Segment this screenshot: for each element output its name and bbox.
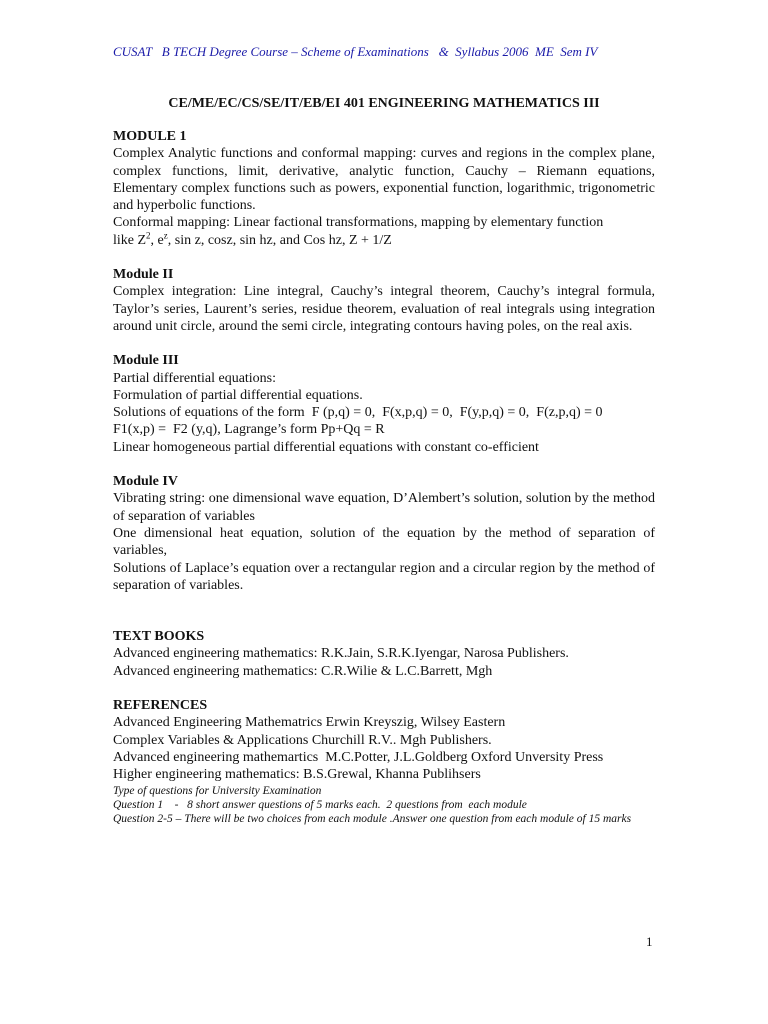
module-4-paragraph-1: Vibrating string: one dimensional wave equation, D’Alembert’s solution, solution by the method of separation of variables bbox=[113, 491, 655, 524]
text-books-heading: TEXT BOOKS bbox=[113, 629, 205, 645]
text-book-item: Advanced engineering mathematics: C.R.Wilie & L.C.Barrett, Mgh bbox=[113, 663, 493, 679]
module-4-paragraph-2: One dimensional heat equation, solution of the equation by the method of separation of variables, bbox=[113, 525, 655, 559]
module-3-heading: Module III bbox=[113, 353, 179, 369]
exam-question-2-5-note: Question 2-5 – There will be two choices from each module .Answer one question from each module of 15 marks bbox=[113, 812, 632, 825]
syllabus-body bbox=[113, 128, 655, 826]
exam-type-note: Type of questions for University Examination bbox=[113, 784, 322, 797]
module-1-heading: MODULE 1 bbox=[113, 129, 187, 144]
functions-rest-text: , sin z, cosz, sin hz, and Cos hz, Z + 1/Z bbox=[167, 232, 392, 248]
module-3-line-2: Formulation of partial differential equations. bbox=[113, 387, 363, 403]
module-3-line-4: F1(x,p) = F2 (y,q), Lagrange’s form Pp+Qq = R bbox=[113, 422, 385, 438]
module-1-mapping-line: Conformal mapping: Linear factional transformations, mapping by elementary function bbox=[113, 215, 604, 231]
module-2-heading: Module II bbox=[113, 267, 174, 283]
superscript-z: z bbox=[163, 230, 168, 241]
module-4-heading: Module IV bbox=[113, 474, 178, 490]
module-1-paragraph-2 bbox=[113, 214, 655, 231]
running-header: CUSAT B TECH Degree Course – Scheme of Examinations & Syllabus 2006 ME Sem IV bbox=[113, 44, 598, 59]
course-title: CE/ME/EC/CS/SE/IT/EB/EI 401 ENGINEERING MATHEMATICS III bbox=[168, 96, 600, 111]
module-3-line-5: Linear homogeneous partial differential equations with constant co-efficient bbox=[113, 439, 539, 455]
superscript-2: 2 bbox=[146, 230, 151, 241]
reference-item: Advanced Engineering Mathematrics Erwin Kreyszig, Wilsey Eastern bbox=[113, 715, 506, 731]
like-z-text: like Z bbox=[113, 232, 147, 248]
module-2-paragraph: Complex integration: Line integral, Cauchy’s integral theorem, Cauchy’s integral formula, Taylor’s series, Laurent’s series, residue theorem, evaluation of real integrals using integration around unit circle, around the semi circle, integrating contours having poles, on the real axis. bbox=[113, 284, 655, 334]
reference-item: Higher engineering mathematics: B.S.Grewal, Khanna Publihsers bbox=[113, 767, 481, 783]
page-number: 1 bbox=[646, 934, 653, 949]
module-3-line-1: Partial differential equations: bbox=[113, 370, 277, 386]
reference-item: Complex Variables & Applications Churchill R.V.. Mgh Publishers. bbox=[113, 732, 492, 748]
e-text: , e bbox=[150, 232, 164, 248]
module-1-functions-line bbox=[113, 232, 655, 249]
references-heading: REFERENCES bbox=[113, 698, 208, 714]
module-3-line-3: Solutions of equations of the form F (p,q) = 0, F(x,p,q) = 0, F(y,p,q) = 0, F(z,p,q) = 0 bbox=[113, 405, 603, 421]
module-1-paragraph-1: Complex Analytic functions and conformal mapping: curves and regions in the complex plane, complex functions, limit, derivative, analytic function, Cauchy – Riemann equations, Elementary complex functions such as powers, exponential function, logarithmic, trigonometric and hyperbolic functions. bbox=[113, 146, 655, 214]
reference-item: Advanced engineering mathemartics M.C.Potter, J.L.Goldberg Oxford Unversity Press bbox=[113, 749, 604, 765]
module-4-paragraph-3: Solutions of Laplace’s equation over a rectangular region and a circular region by the method of separation of variables. bbox=[113, 560, 655, 593]
exam-question-1-note: Question 1 - 8 short answer questions of 5 marks each. 2 questions from each module bbox=[113, 798, 527, 811]
text-book-item: Advanced engineering mathematics: R.K.Jain, S.R.K.Iyengar, Narosa Publishers. bbox=[113, 646, 569, 662]
